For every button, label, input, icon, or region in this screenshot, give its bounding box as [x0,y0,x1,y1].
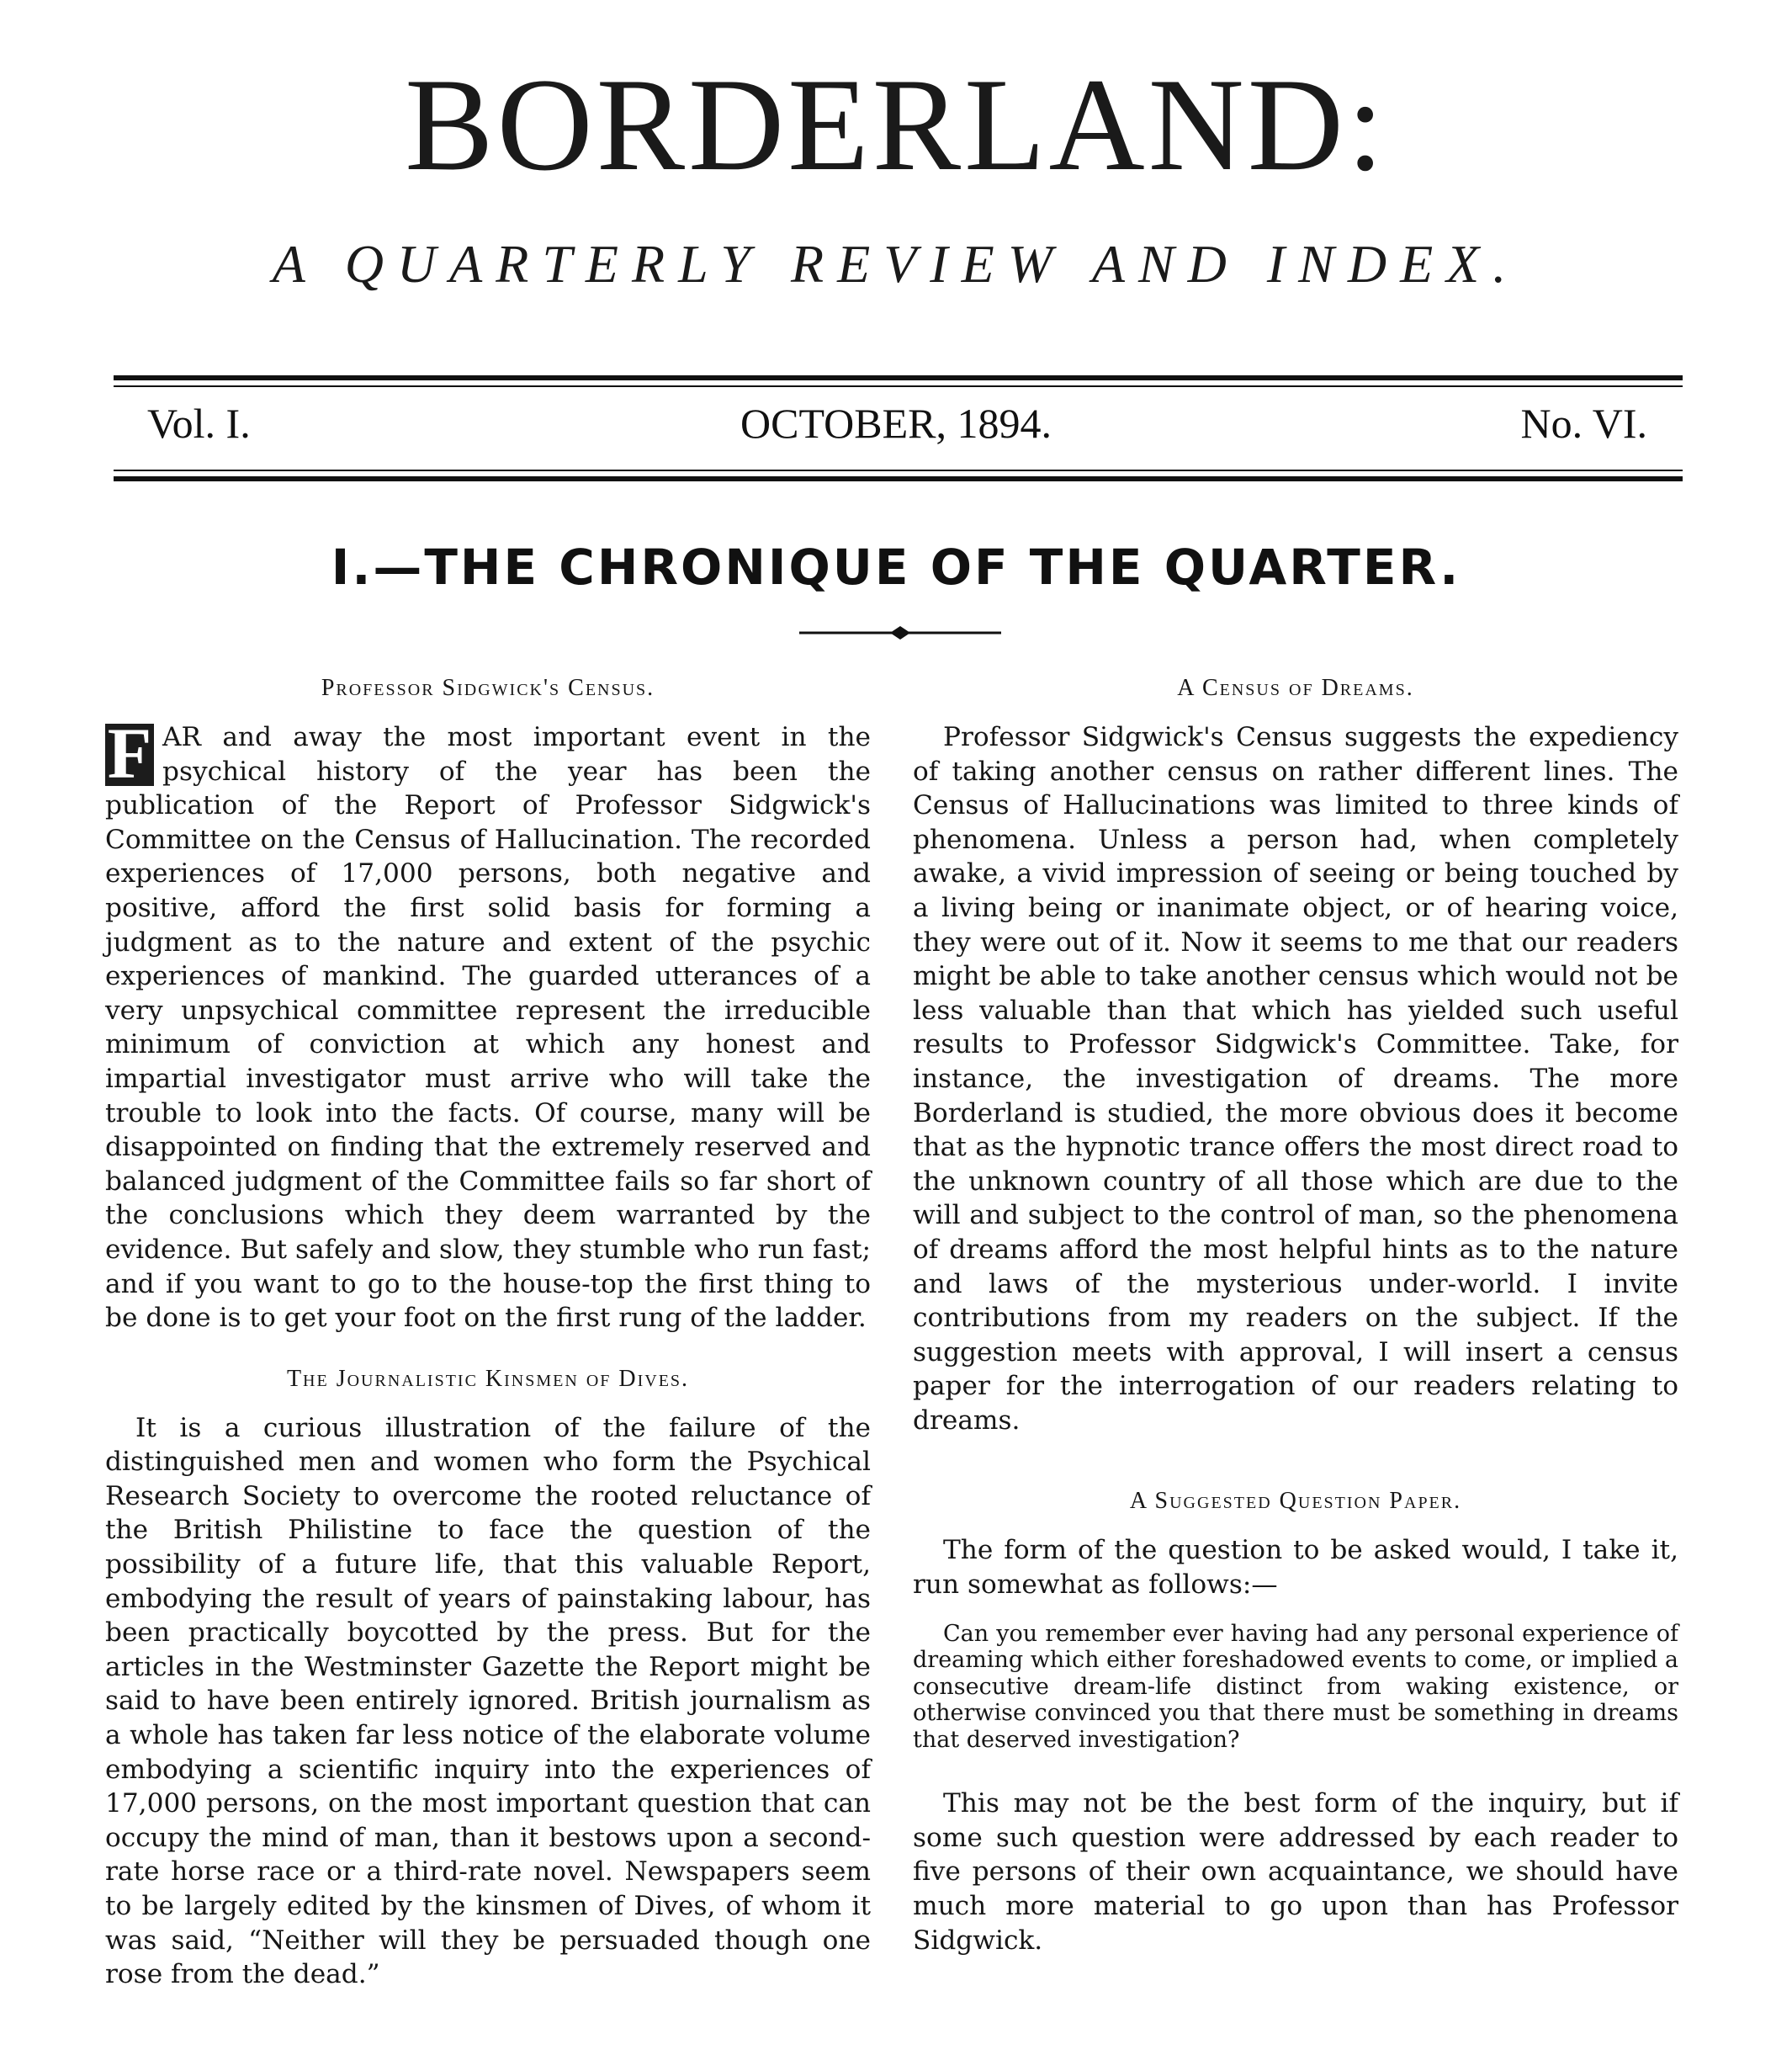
masthead-subtitle: A QUARTERLY REVIEW AND INDEX. [272,234,1520,294]
top-rule-thin [114,385,1683,387]
paragraph-sidgwick-census [105,713,871,1335]
rule-with-diamond-icon [799,624,1001,641]
bottom-rule-thick [114,476,1683,481]
drop-cap: F [105,724,154,786]
paragraph-closing: This may not be the best form of the inquiry, but if some such question were addressed by each reader to five persons of their own acquaintance, we should have much more material to go upon than has Professor Sidgwick. [913,1788,1678,1956]
right-column [913,673,1678,1957]
subheading-sidgwick-census: Professor Sidgwick's Census. [321,675,655,701]
bottom-rule-thin [114,470,1683,471]
question-text: Can you remember ever having had any personal experience of dreaming which either foreshadowed events to come, or implied a consecutive dream-life distinct from waking existence, or otherwise convinced you that there must be something in dreams that deserved investigation? [913,1620,1678,1753]
paragraph-journalistic-kinsmen: It is a curious illustration of the failure of the distinguished men and women who form the Psychical Research Society to overcome the rooted reluctance of the British Philistine to face the question of the possibility of a future life, that this valuable Report, embodying the result of years of painstaking labour, has been practically boycotted by the press. But for the articles in the Westminster Gazette the Report might be said to have been entirely ignored. British journalism as a whole has taken far less notice of the elaborate volume embodying a scientific inquiry into the experiences of 17,000 persons, on the most important question that can occupy the mind of man, than it bestows upon a second-rate horse race or a third-rate novel. Newspapers seem to be largely edited by the kinsmen of Dives, of whom it was said, “Neither will they be persuaded though one rose from the dead.” [105,1412,871,1990]
top-rule-thick [114,375,1683,380]
paragraph-census-of-dreams: Professor Sidgwick's Census suggests the expediency of taking another census on rather different lines. The Census of Hallucinations was limited to three kinds of phenomena. Unless a person had, when completely awake, a vivid impression of seeing or being touched by a living being or inanimate object, or of hearing voice, they were out of it. Now it seems to me that our readers might be able to take another census which would not be less valuable than that which has yielded such useful results to Professor Sidgwick's Committee. Take, for instance, the investigation of dreams. The more Borderland is studied, the more obvious does it become that as the hypnotic trance offers the most direct road to the unknown country of all those which are due to the will and subject to the control of man, so the phenomena of dreams afford the most helpful hints as to the nature and laws of the mysterious under-world. I invite contributions from my readers on the subject. If the suggestion meets with approval, I will insert a census paper for the interrogation of our readers relating to dreams. [913,722,1678,1436]
subheading-census-of-dreams: A Census of Dreams. [1177,675,1414,701]
left-column [105,673,871,1992]
subheading-journalistic-kinsmen: The Journalistic Kinsmen of Dives. [286,1365,690,1392]
issue-date: OCTOBER, 1894. [740,400,1052,447]
paragraph-sidgwick-text: AR and away the most important event in the psychical history of the year has been the publication of the Report of Professor Sidgwick's Committee on the Census of Hallucination. The recorded experiences of 17,000 persons, both negative and positive, afford the first solid basis for forming a judgment as to the nature and extent of the psychic experiences of mankind. The guarded utterances of a very unpsychical committee represent the irreducible minimum of conviction at which any honest and impartial investigator must arrive who will take the trouble to look into the facts. Of course, many will be disappointed on finding that the extremely reserved and balanced judgment of the Committee fails so far short of the conclusions which they deem warranted by the evidence. But safely and slow, they stumble who run fast; and if you want to go to the house-top the first thing to be done is to get your foot on the first rung of the ladder. [105,722,871,1334]
subheading-question-paper: A Suggested Question Paper. [1129,1488,1462,1515]
paragraph-question-intro: The form of the question to be asked would, I take it, run somewhat as follows:— [913,1535,1678,1601]
issue-number: No. VI. [1520,400,1647,447]
section-heading: I.—THE CHRONIQUE OF THE QUARTER. [331,539,1461,596]
issue-volume: Vol. I. [147,400,251,447]
masthead-title: BORDERLAND: [405,51,1387,199]
